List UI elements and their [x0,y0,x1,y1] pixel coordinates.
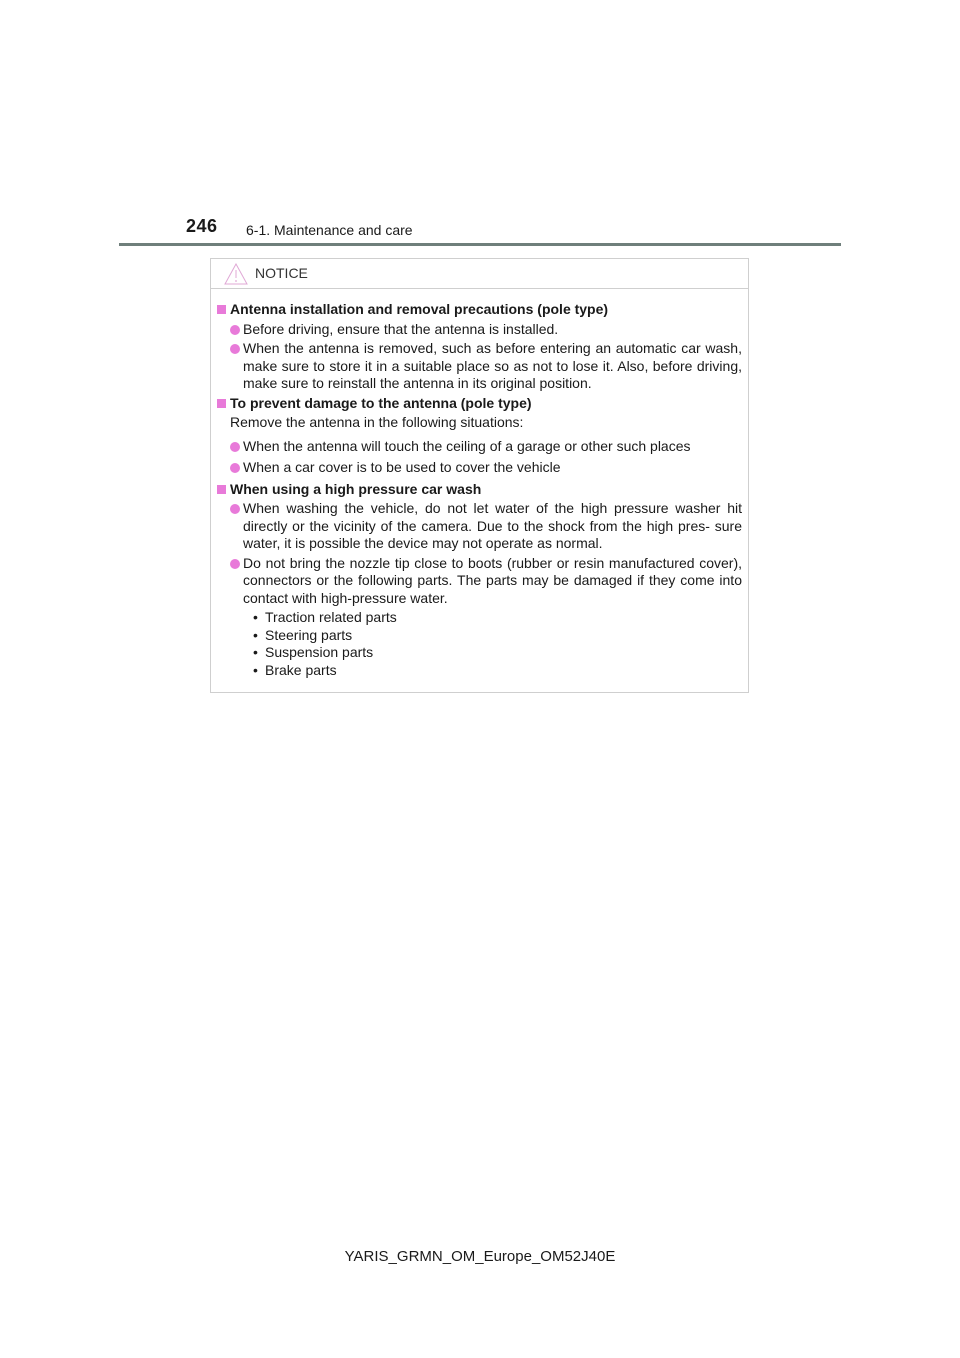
list-item: When washing the vehicle, do not let water of the high pressure washer hit directly or the vicinity of the camera. Due to the shock from the high pres- sure water, it is possible the device may not operate as normal. [217,500,742,553]
square-bullet-icon [217,305,226,314]
section-intro: Remove the antenna in the following situations: [230,414,524,430]
circle-bullet-icon [230,504,240,514]
list-item: Do not bring the nozzle tip close to boots (rubber or resin manufactured cover), connectors or the following parts. The parts may be damaged if they come into contact with high-pressure water. [217,555,742,608]
circle-bullet-icon [230,463,240,473]
list-item: Before driving, ensure that the antenna is installed. [217,321,742,339]
notice-header [211,259,748,289]
sub-list-item: • Traction related parts [253,609,742,627]
square-bullet-icon [217,399,226,408]
list-item: When the antenna is removed, such as before entering an automatic car wash, make sure to store it in a suitable place so as not to lose it. Also, before driving, make sure to reinstall the antenna in its original position. [217,340,742,393]
circle-bullet-icon [230,559,240,569]
warning-triangle-icon [224,263,248,285]
sub-list-item: • Brake parts [253,662,742,680]
circle-bullet-icon [230,442,240,452]
list-item: When the antenna will touch the ceiling of a garage or other such places [217,438,742,456]
section-heading: Antenna installation and removal precautions (pole type) [217,301,742,319]
notice-body [211,289,748,679]
document-id: YARIS_GRMN_OM_Europe_OM52J40E [344,1248,616,1265]
list-item: When a car cover is to be used to cover the vehicle [217,459,742,477]
sub-list-item: • Suspension parts [253,644,742,662]
sub-list [217,609,742,679]
circle-bullet-icon [230,325,240,335]
section-title: 6-1. Maintenance and care [246,222,413,238]
sub-list-item: • Steering parts [253,627,742,645]
section-heading: When using a high pressure car wash [217,481,742,499]
section-heading: To prevent damage to the antenna (pole type) [217,395,742,413]
circle-bullet-icon [230,344,240,354]
notice-label: NOTICE [255,265,308,281]
square-bullet-icon [217,485,226,494]
header-rule [119,243,841,246]
page-number: 246 [186,216,218,236]
notice-box [210,258,749,693]
